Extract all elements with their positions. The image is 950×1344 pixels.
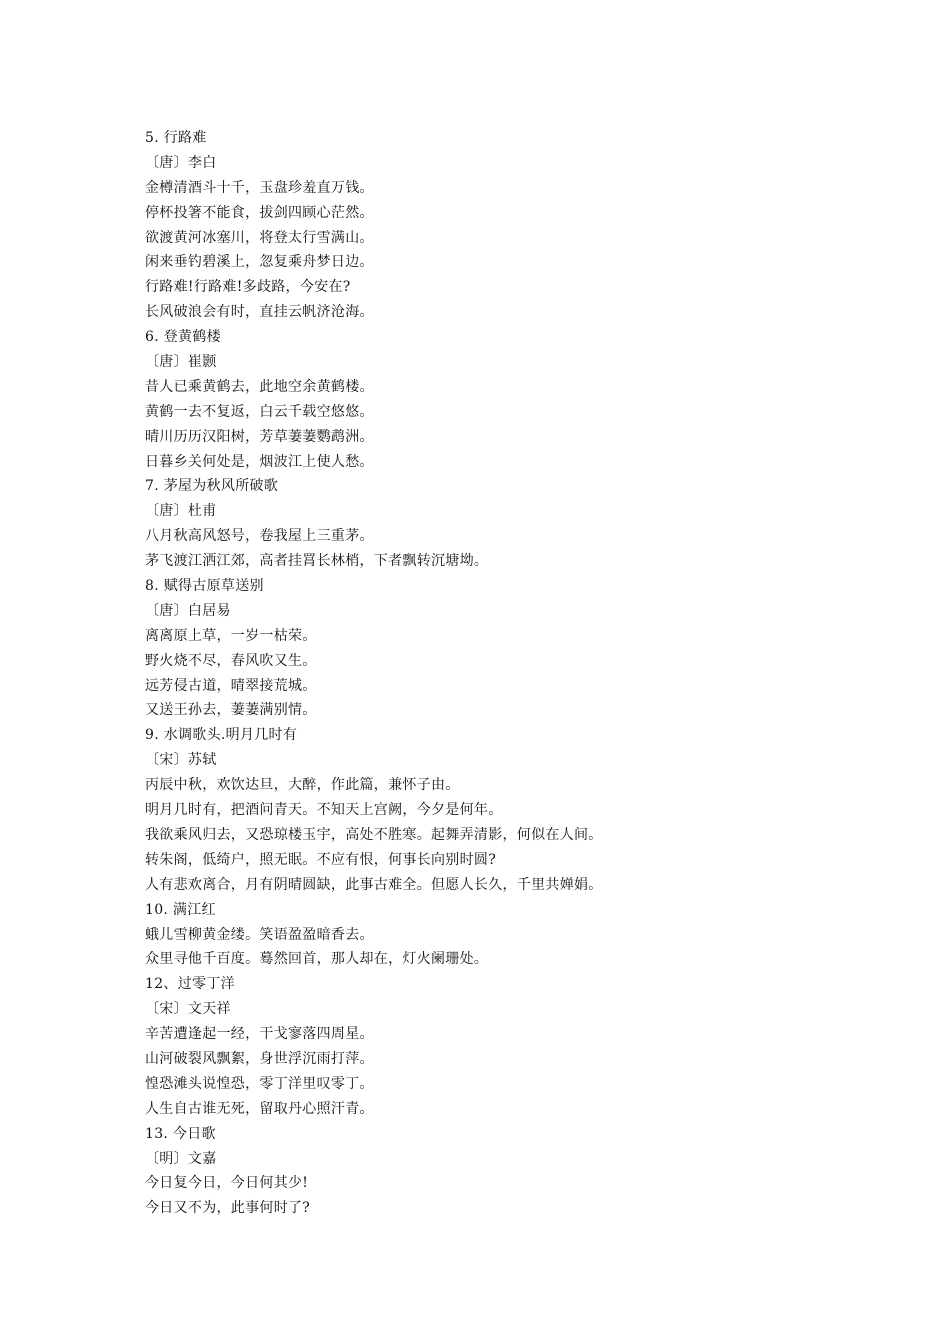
poem-line: 长风破浪会有时，直挂云帆济沧海。: [145, 304, 374, 321]
poem-line: 茅飞渡江洒江郊，高者挂罥长林梢，下者飘转沉塘坳。: [145, 553, 489, 570]
poem-text-block: [145, 126, 865, 1221]
poem-line: 远芳侵古道，晴翠接荒城。: [145, 677, 317, 694]
poem-line: 今日又不为，此事何时了?: [145, 1200, 311, 1217]
poem-line: 行路难!行路难!多歧路，今安在?: [145, 279, 351, 296]
poem-line: 闲来垂钓碧溪上，忽复乘舟梦日边。: [145, 254, 374, 271]
poem-author-8: 〔唐〕白居易: [145, 602, 231, 619]
poem-title-13: 13. 今日歌: [145, 1125, 216, 1142]
poem-title-10: 10. 满江红: [145, 901, 216, 918]
poem-line: 蛾儿雪柳黄金缕。笑语盈盈暗香去。: [145, 926, 374, 943]
poem-line: 停杯投箸不能食，拔剑四顾心茫然。: [145, 204, 374, 221]
poem-line: 辛苦遭逢起一经，干戈寥落四周星。: [145, 1026, 374, 1043]
poem-title-6: 6. 登黄鹤楼: [145, 329, 221, 346]
poem-line: 又送王孙去，萋萋满别情。: [145, 702, 317, 719]
poem-line: 欲渡黄河冰塞川，将登太行雪满山。: [145, 229, 374, 246]
poem-line: 日暮乡关何处是，烟波江上使人愁。: [145, 453, 374, 470]
poem-author-12: 〔宋〕文天祥: [145, 1001, 231, 1018]
poem-title-8: 8. 赋得古原草送别: [145, 578, 264, 595]
poem-line: 今日复今日，今日何其少!: [145, 1175, 309, 1192]
poem-preface: 丙辰中秋，欢饮达旦，大醉，作此篇，兼怀子由。: [145, 777, 460, 794]
poem-title-5: 5. 行路难: [145, 130, 207, 146]
poem-author-13: 〔明〕文嘉: [145, 1150, 217, 1167]
poem-line: 转朱阁，低绮户，照无眠。不应有恨，何事长向别时圆?: [145, 851, 497, 868]
poem-line: 我欲乘风归去，又恐琼楼玉宇，高处不胜寒。起舞弄清影，何似在人间。: [145, 826, 603, 843]
poem-author-9: 〔宋〕苏轼: [145, 752, 217, 769]
poem-line: 黄鹤一去不复返，白云千载空悠悠。: [145, 403, 374, 420]
poem-line: 八月秋高风怒号，卷我屋上三重茅。: [145, 528, 374, 545]
poem-line: 金樽清酒斗十千，玉盘珍羞直万钱。: [145, 179, 374, 196]
poem-line: 晴川历历汉阳树，芳草萋萋鹦鹉洲。: [145, 428, 374, 445]
poem-line: 人有悲欢离合，月有阴晴圆缺，此事古难全。但愿人长久，千里共婵娟。: [145, 876, 603, 893]
poem-line: 明月几时有，把酒问青天。不知天上宫阙，今夕是何年。: [145, 802, 503, 819]
poem-author-5: 〔唐〕李白: [145, 154, 217, 171]
poem-line: 惶恐滩头说惶恐，零丁洋里叹零丁。: [145, 1075, 374, 1092]
poem-title-12: 12、过零丁洋: [145, 976, 235, 993]
poem-author-7: 〔唐〕杜甫: [145, 503, 217, 520]
poem-line: 山河破裂风飘絮，身世浮沉雨打萍。: [145, 1050, 374, 1067]
poem-line: 昔人已乘黄鹤去，此地空余黄鹤楼。: [145, 378, 374, 395]
poem-title-7: 7. 茅屋为秋风所破歌: [145, 478, 279, 495]
poem-line: 人生自古谁无死，留取丹心照汗青。: [145, 1100, 374, 1117]
poem-line: 野火烧不尽，春风吹又生。: [145, 652, 317, 669]
poem-title-9: 9. 水调歌头.明月几时有: [145, 727, 298, 744]
poem-line: 离离原上草，一岁一枯荣。: [145, 627, 317, 644]
poem-author-6: 〔唐〕崔颢: [145, 354, 217, 371]
poem-line: 众里寻他千百度。蓦然回首，那人却在，灯火阑珊处。: [145, 951, 489, 968]
